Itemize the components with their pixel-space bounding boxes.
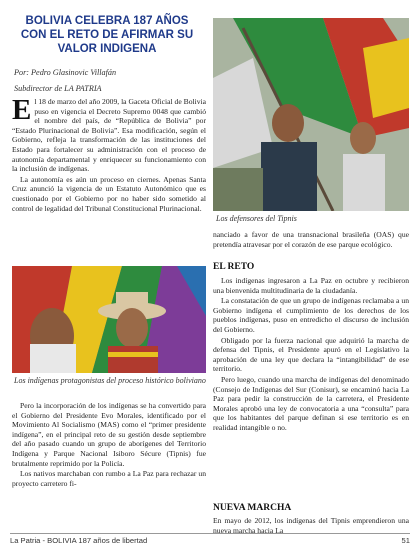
paragraph: Pero luego, cuando una marcha de indígenas del denominado (Consejo de Indígenas del Sur (Conisur), se encaminó hacia La Paz para pedir la construcción de la carretera, el Presidente Morales aprobó una ley de convocatoria a una “consulta” para que los habitantes del parque definan si ese territorio es en realidad intangible o no. xyxy=(213,374,409,432)
page-footer xyxy=(10,533,410,548)
page-number: 51 xyxy=(401,536,410,545)
section-title-el-reto: EL RETO xyxy=(213,262,255,272)
column-2-section-1 xyxy=(213,276,409,434)
tipnis-defenders-photo xyxy=(213,18,409,211)
paragraph: Obligado por la fuerza nacional que adquirió la marcha de defensa del Tipnis, el Presidente apuró en el Legislativo la aprobación de una ley que declara la “intangibilidad” de ese territorio. xyxy=(213,335,409,374)
photo2-caption: Los indígenas protagonistas del proceso histórico boliviano xyxy=(14,376,206,385)
footer-publication: La Patria - BOLIVIA 187 años de libertad xyxy=(10,536,148,545)
paragraph: Pero la incorporación de los indígenas se ha convertido para el Gobierno del Presidente Evo Morales, identificado por el Movimiento Al Socialismo (MAS) como el “primer presidente indígena”, en el principal reto de su gestión desde septiembre del año pasado cuando un grupo de aborígenes del Territorio Indígena y Parque Nacional Isiboro Sécure (Tipnis) fue brutalmente reprimido por la Policía. xyxy=(12,401,206,468)
photo-illustration xyxy=(12,266,206,373)
paragraph: En mayo de 2012, los indígenas del Tipnis emprendieron una nueva marcha hacia La xyxy=(213,516,409,535)
paragraph: La constatación de que un grupo de indígenas reclamaba a un Gobierno indígena el cumplimiento de los derechos de los pueblos indígenas, puso en entredicho el discurso de inclusión del Gobierno. xyxy=(213,296,409,334)
photo1-caption: Los defensores del Tipnis xyxy=(216,214,297,223)
paragraph: Los nativos marchaban con rumbo a La Paz para rechazar un proyecto carretero fi- xyxy=(12,469,206,488)
paragraph: nanciado a favor de una transnacional brasileña (OAS) que pretendía atravesar por el corazón de ese parque ecológico. xyxy=(213,230,409,249)
author-role: Subdirector de LA PATRIA xyxy=(14,84,102,93)
section-title-nueva-marcha: NUEVA MARCHA xyxy=(213,503,292,513)
drop-cap: E xyxy=(12,94,32,126)
article-headline: BOLIVIA CELEBRA 187 AÑOS CON EL RETO DE AFIRMAR SU VALOR INDIGENA xyxy=(20,15,194,55)
paragraph: l 18 de marzo del año 2009, la Gaceta Oficial de Bolivia puso en vigencia el Decreto Supremo 0048 que cambió el nombre del país, de “República de Bolivia” por “Estado Plurinacional de Bolivia”. Esa modificación, según el Gobierno, refleja la transformación de las instituciones del Estado para fortalecer su administración con el proceso de autonomía departamental y enriquecer su funcionamiento con la inclusión de indígenas. xyxy=(12,97,206,174)
indigenous-people-photo xyxy=(12,266,206,373)
column-1-upper xyxy=(12,94,206,214)
byline xyxy=(14,67,204,94)
column-2-top xyxy=(213,230,409,250)
author-name: Por: Pedro Glasinovic Villafán xyxy=(14,68,117,77)
photo-illustration xyxy=(213,18,409,211)
column-1-lower xyxy=(12,401,206,489)
paragraph: Los indígenas ingresaron a La Paz en octubre y recibieron una bienvenida multitudinaria de la ciudadanía. xyxy=(213,276,409,295)
paragraph: La autonomía es aún un proceso en ciernes. Apenas Santa Cruz anunció la vigencia de un Estatuto Autonómico que es cuestionado por el Gobierno por no haber sido sometido al control de legalidad del Tribunal Constitucional Plurinacional. xyxy=(12,174,206,213)
